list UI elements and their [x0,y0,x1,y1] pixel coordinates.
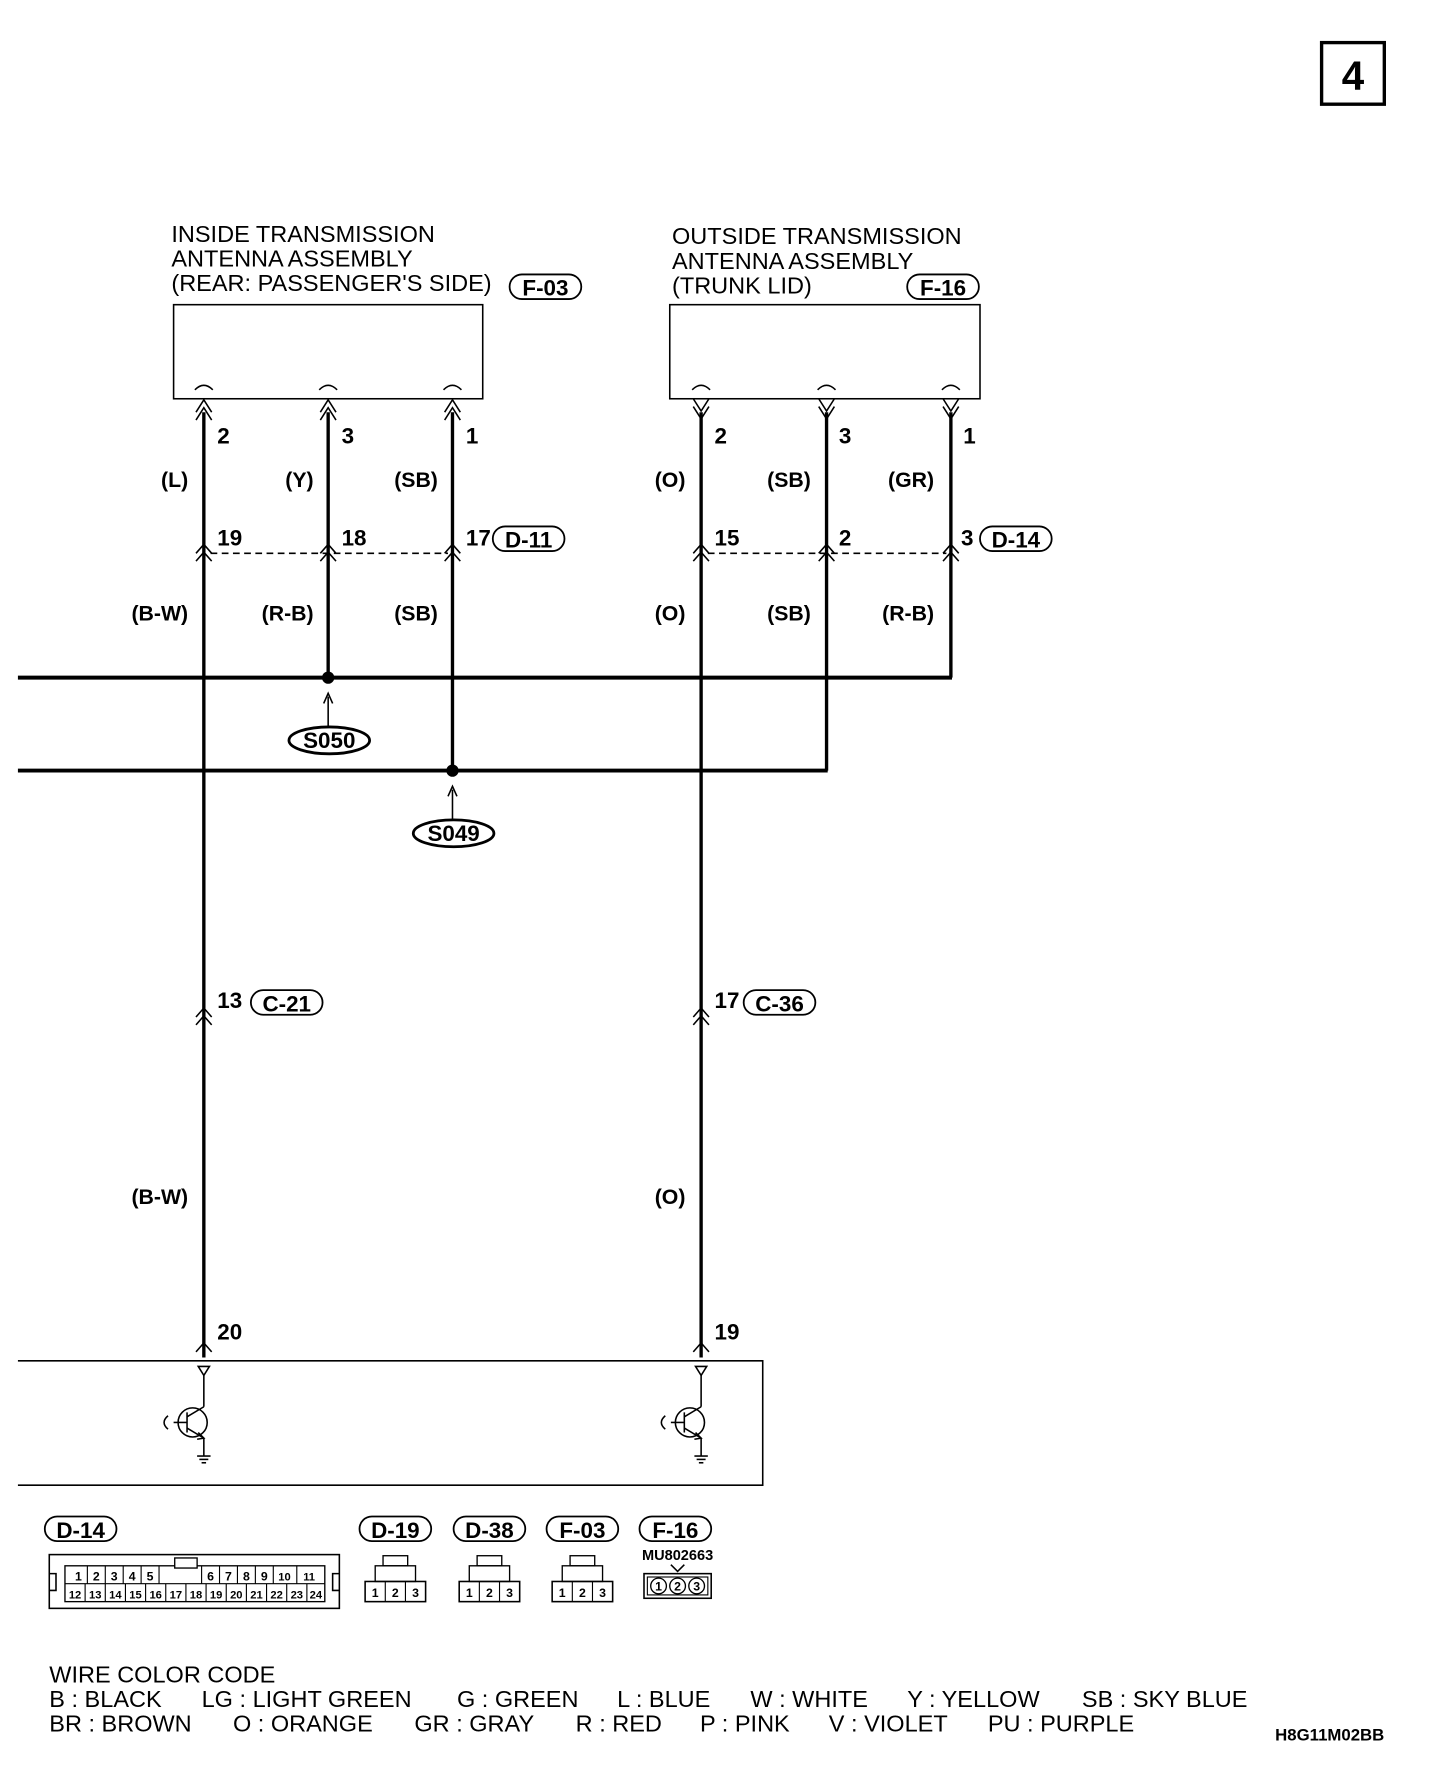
d14-pin: 7 [225,1569,232,1584]
outside-color-bottom-3: (R-B) [882,601,935,626]
d14-pin: 10 [278,1571,291,1584]
c36-pin: 17 [714,988,740,1014]
legend-item: O : ORANGE [232,1710,373,1737]
f03-face-label: F-03 [559,1517,606,1543]
inside-pin-mid-1: 19 [217,525,243,551]
c21-connector-label: C-21 [262,991,311,1017]
outside-mid-connector-label: D-14 [991,527,1041,553]
legend-title: WIRE COLOR CODE [49,1661,276,1688]
outside-color-bottom-1: (O) [654,601,686,626]
outside-pin-top-2: 3 [838,423,852,449]
outside-antenna-title-2: ANTENNA ASSEMBLY [672,247,914,274]
d19-pin: 3 [412,1586,419,1601]
outside-color-bottom-2: (SB) [767,601,811,626]
legend-item: PU : PURPLE [987,1710,1135,1737]
right-wire-color-lower: (O) [654,1185,686,1210]
inside-pin-top-2: 3 [341,423,355,449]
outside-pin-mid-1: 15 [714,525,740,551]
inside-color-bottom-1: (B-W) [131,601,189,626]
f16-connector-face [642,1548,713,1598]
splice-dot-s049 [446,764,458,776]
inside-pin-mid-2: 18 [341,525,367,551]
f16-pin: 2 [674,1579,682,1594]
inside-pin-top-1: 2 [217,423,230,449]
d14-pin: 4 [128,1569,136,1584]
wire-color-legend [49,1661,1247,1736]
d14-pin: 13 [88,1589,102,1602]
legend-item: L : BLUE [617,1685,711,1712]
d14-pin: 21 [250,1589,263,1602]
inside-antenna-connector-label: F-03 [522,275,569,301]
d14-pin: 11 [303,1571,316,1584]
d19-pin: 2 [391,1586,399,1601]
ecu-pin-right: 19 [714,1319,740,1345]
inside-antenna-title-2: ANTENNA ASSEMBLY [171,245,413,272]
f03-pin: 3 [599,1586,606,1601]
inside-color-top-3: (SB) [394,468,438,493]
legend-item: B : BLACK [49,1685,162,1712]
f16-pin: 3 [693,1579,701,1594]
d38-pin: 3 [506,1586,514,1601]
f03-connector-face [552,1556,612,1602]
d38-connector-face [459,1556,519,1602]
transistor-right-icon [661,1366,707,1462]
d19-connector-face [365,1556,425,1602]
d38-face-label: D-38 [465,1517,514,1543]
inside-pin-top-3: 1 [465,423,479,449]
d14-connector-face [49,1555,339,1609]
d14-pin: 15 [129,1589,142,1602]
d14-pin: 9 [260,1569,268,1584]
transistor-left-icon [164,1366,210,1462]
outside-antenna-title-1: OUTSIDE TRANSMISSION [672,223,962,250]
d14-pin: 22 [270,1589,283,1602]
splice-s050-label: S050 [303,728,356,754]
d14-pin: 17 [169,1589,183,1602]
inside-color-bottom-2: (R-B) [261,601,314,626]
legend-item: Y : YELLOW [907,1685,1040,1712]
c21-pin: 13 [217,988,243,1014]
splice-dot-s050 [322,671,334,683]
d19-pin: 1 [371,1586,379,1601]
f03-pin: 1 [558,1586,566,1601]
outside-pin-mid-3: 3 [960,525,974,551]
legend-item: G : GREEN [456,1685,579,1712]
d14-pin: 12 [68,1589,82,1602]
d14-pin: 16 [149,1589,162,1602]
figure-code: H8G11M02BB [1275,1725,1385,1745]
inside-color-top-2: (Y) [285,468,314,493]
outside-pin-top-1: 2 [714,423,728,449]
inside-color-top-1: (L) [161,468,189,493]
d14-pin: 14 [109,1589,122,1602]
f16-part-number: MU802663 [642,1548,714,1565]
inside-color-bottom-3: (SB) [394,601,438,626]
ecu-box [18,1361,763,1485]
d14-pin: 8 [242,1569,250,1584]
outside-antenna-title-3: (TRUNK LID) [672,272,812,299]
d14-pin: 6 [207,1569,214,1584]
f03-pin: 2 [578,1586,586,1601]
d14-pin: 3 [110,1569,118,1584]
legend-item: GR : GRAY [414,1710,535,1737]
inside-pin-mid-3: 17 [465,525,491,551]
inside-mid-connector-label: D-11 [504,527,553,553]
inside-antenna-title-3: (REAR: PASSENGER'S SIDE) [171,270,492,297]
f16-face-label: F-16 [652,1517,699,1543]
d14-pin: 20 [230,1589,243,1602]
legend-item: R : RED [575,1710,662,1737]
d14-pin: 23 [290,1589,304,1602]
d38-pin: 2 [486,1586,493,1601]
d14-pin: 5 [146,1569,154,1584]
outside-pin-mid-2: 2 [838,525,852,551]
legend-item: V : VIOLET [828,1710,948,1737]
d19-face-label: D-19 [371,1517,420,1543]
d14-pin: 1 [74,1569,82,1584]
c36-connector-label: C-36 [755,991,804,1017]
left-wire-color-lower: (B-W) [131,1185,189,1210]
ecu-pin-left: 20 [217,1319,243,1345]
outside-color-top-2: (SB) [767,468,811,493]
legend-item: P : PINK [700,1710,790,1737]
d14-pin: 19 [209,1589,223,1602]
d14-face-label: D-14 [56,1517,105,1543]
legend-item: SB : SKY BLUE [1081,1685,1248,1712]
inside-antenna-title-1: INSIDE TRANSMISSION [171,220,435,247]
splice-s049-label: S049 [427,821,480,847]
legend-item: LG : LIGHT GREEN [201,1685,412,1712]
d38-pin: 1 [465,1586,473,1601]
page-number: 4 [1341,52,1365,99]
outside-antenna-assembly [670,223,980,399]
d14-pin: 18 [189,1589,203,1602]
d14-pin: 2 [92,1569,100,1584]
f16-pin: 1 [655,1579,662,1594]
d14-pin: 24 [309,1589,323,1602]
inside-antenna-assembly [171,221,581,399]
outside-color-top-3: (GR) [888,468,935,493]
legend-item: BR : BROWN [49,1710,192,1737]
outside-color-top-1: (O) [654,468,686,493]
legend-item: W : WHITE [750,1685,868,1712]
outside-antenna-connector-label: F-16 [920,275,967,301]
outside-pin-top-3: 1 [963,423,976,449]
